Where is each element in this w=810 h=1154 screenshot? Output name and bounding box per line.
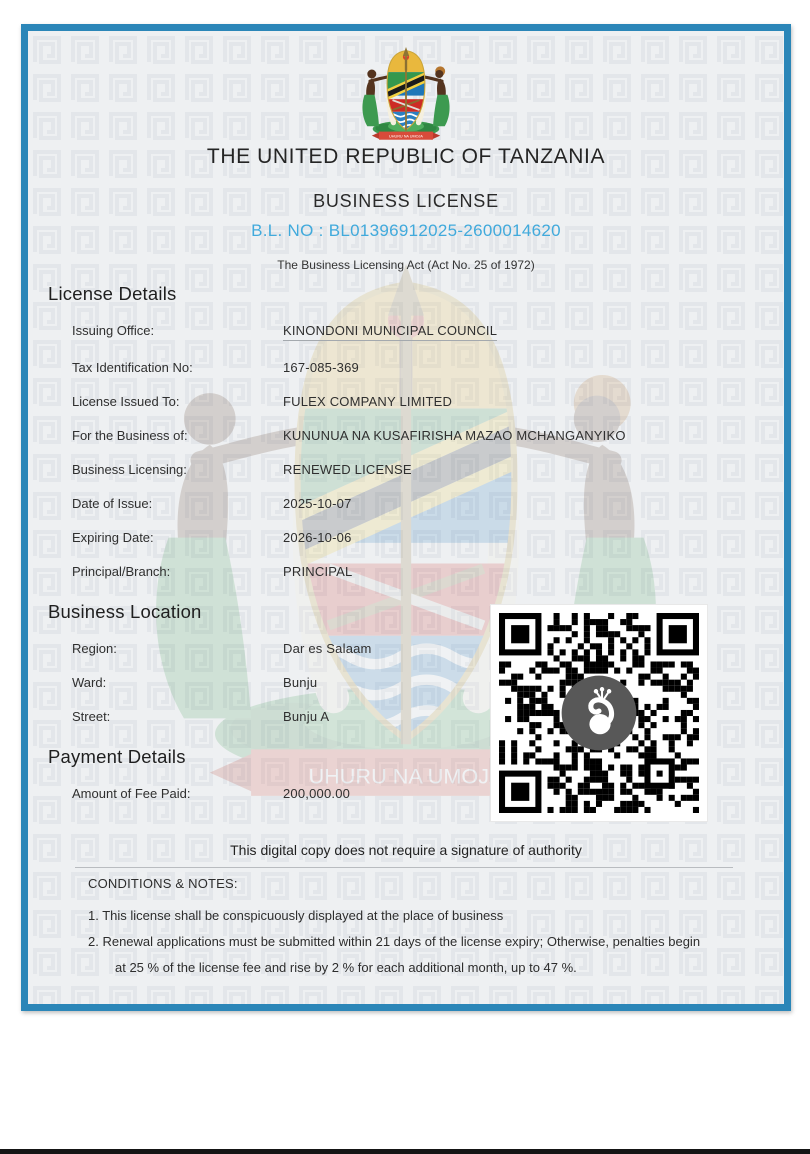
conditions-block [88, 876, 758, 981]
field-label: Business Licensing: [72, 462, 187, 477]
business-license-number: B.L. NO : BL01396912025-2600014620 [251, 221, 561, 240]
section-heading-license-details: License Details [48, 283, 177, 304]
field-label: Issuing Office: [72, 323, 155, 338]
field-value: KINONDONI MUNICIPAL COUNCIL [283, 323, 497, 341]
footer-divider [75, 867, 733, 868]
field-label: Expiring Date: [72, 530, 154, 545]
field-label: Ward: [72, 675, 107, 690]
field-row [48, 496, 758, 511]
document-subtitle: BUSINESS LICENSE [313, 191, 499, 211]
field-label: Date of Issue: [72, 496, 153, 511]
field-row [48, 360, 758, 375]
field-value: 167-085-369 [283, 360, 359, 375]
field-value: Dar es Salaam [283, 641, 372, 656]
field-row [48, 323, 758, 341]
conditions-list [88, 903, 758, 981]
field-label: Tax Identification No: [72, 360, 193, 375]
field-value: 2026-10-06 [283, 530, 352, 545]
field-value: Bunju [283, 675, 318, 690]
section-heading-payment-details: Payment Details [48, 746, 186, 767]
peacock-logo-icon [562, 676, 637, 751]
field-value: KUNUNUA NA KUSAFIRISHA MAZAO MCHANGANYIKO [283, 428, 626, 443]
verification-qr-code [491, 605, 707, 821]
scan-edge-bar [0, 1149, 810, 1154]
field-value: PRINCIPAL [283, 564, 353, 579]
license-document [21, 24, 791, 1011]
section-heading-business-location: Business Location [48, 601, 202, 622]
condition-line: 2. Renewal applications must be submitted within 21 days of the license expiry; Otherwise, penalties begin [88, 934, 701, 949]
field-label: Principal/Branch: [72, 564, 171, 579]
field-value: FULEX COMPANY LIMITED [283, 394, 453, 409]
tanzania-coat-of-arms-icon [352, 47, 460, 146]
field-row [48, 564, 758, 579]
field-label: For the Business of: [72, 428, 188, 443]
field-value: 2025-10-07 [283, 496, 352, 511]
license-details-fields [48, 323, 758, 579]
field-row [48, 530, 758, 545]
field-value: Bunju A [283, 709, 330, 724]
licensing-act-reference: The Business Licensing Act (Act No. 25 of 1972) [277, 258, 535, 272]
qr-code-image [499, 613, 699, 813]
field-value: 200,000.00 [283, 786, 351, 801]
field-label: Street: [72, 709, 111, 724]
field-label: Region: [72, 641, 117, 656]
field-row [48, 462, 758, 477]
document-title: THE UNITED REPUBLIC OF TANZANIA [206, 145, 606, 168]
condition-line: at 25 % of the license fee and rise by 2 % for each additional month, up to 47 %. [115, 960, 577, 975]
field-value: RENEWED LICENSE [283, 462, 412, 477]
field-label: Amount of Fee Paid: [72, 786, 191, 801]
field-row [48, 428, 758, 443]
conditions-heading: CONDITIONS & NOTES: [88, 876, 238, 891]
field-label: License Issued To: [72, 394, 180, 409]
condition-line: 1. This license shall be conspicuously displayed at the place of business [88, 908, 504, 923]
field-row [48, 394, 758, 409]
digital-copy-note: This digital copy does not require a signature of authority [230, 842, 582, 858]
